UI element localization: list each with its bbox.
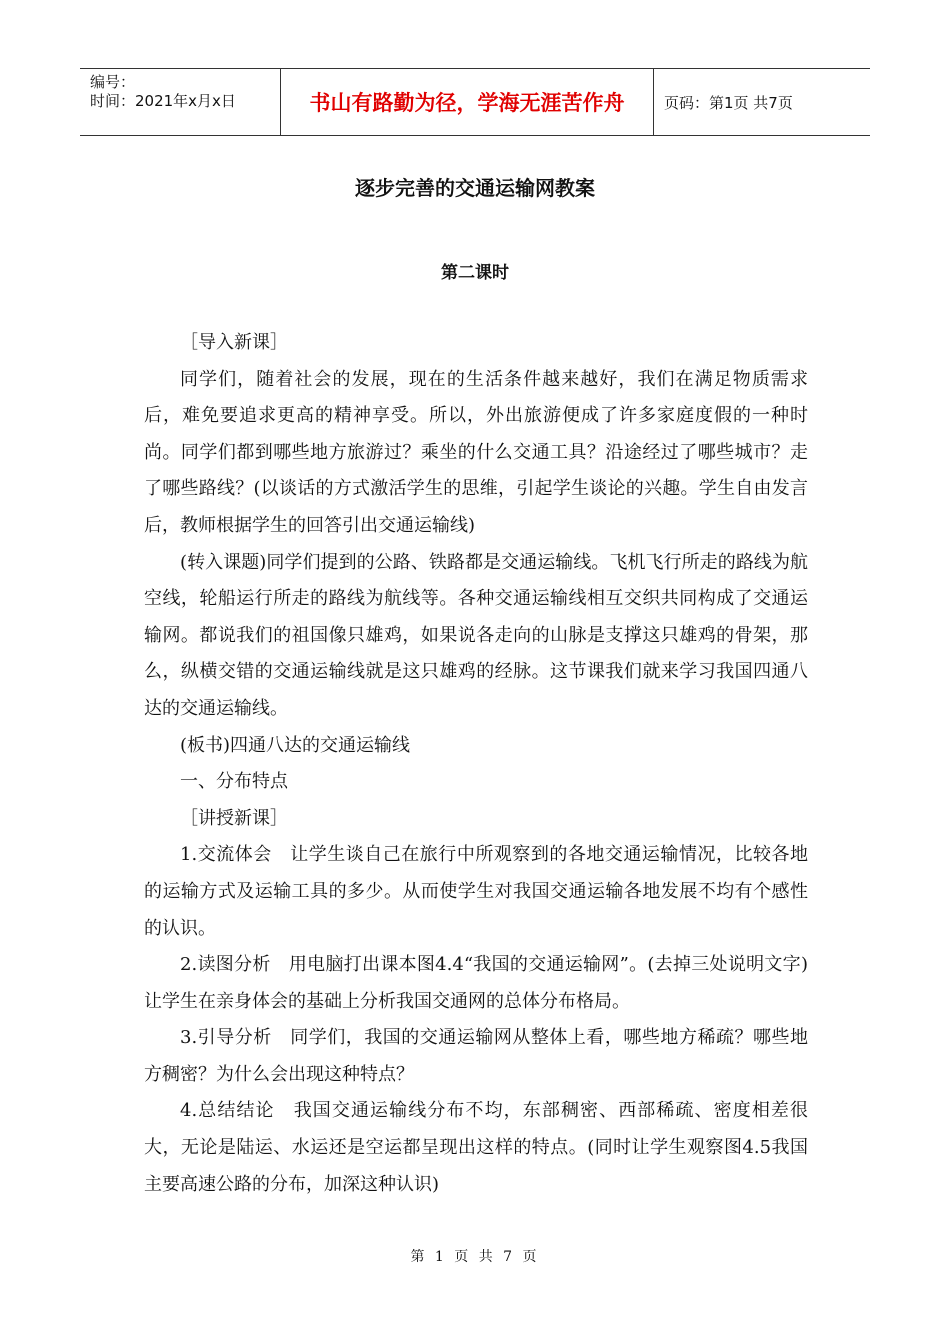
- paragraph: (板书)四通八达的交通运输线: [180, 734, 411, 756]
- paragraph: 一、分布特点: [180, 771, 288, 793]
- paragraph: 1.交流体会 让学生谈自己在旅行中所观察到的各地交通运输情况，比较各地的运输方式及运输工具的多少。从而使学生对我国交通运输各地发展不均有个感性的认识。: [144, 844, 808, 939]
- header-motto: 书山有路勤为径，学海无涯苦作舟: [281, 69, 654, 135]
- document-title: 逐步完善的交通运输网教案: [355, 176, 595, 200]
- document-header: [80, 68, 870, 136]
- paragraph: 3.引导分析 同学们，我国的交通运输网从整体上看，哪些地方稀疏？哪些地方稠密？为什么会出现这种特点？: [144, 1027, 808, 1085]
- header-meta: [80, 69, 281, 135]
- paragraph: 同学们，随着社会的发展，现在的生活条件越来越好，我们在满足物质需求后，难免要追求更高的精神享受。所以，外出旅游便成了许多家庭度假的一种时尚。同学们都到哪些地方旅游过？乘坐的什么交通工具？沿途经过了哪些城市？走了哪些路线？(以谈话的方式激活学生的思维，引起学生谈论的兴趣。学生自由发言后，教师根据学生的回答引出交通运输线): [144, 368, 808, 536]
- paragraph: ［讲授新课］: [180, 807, 288, 829]
- paragraph: ［导入新课］: [180, 332, 288, 353]
- page-footer: 第 1 页 共 7 页: [410, 1249, 540, 1265]
- header-page-info: 页码：第1页 共7页: [664, 93, 793, 112]
- paragraph: 4.总结结论 我国交通运输线分布不均，东部稠密、西部稀疏、密度相差很大，无论是陆运、水运还是空运都呈现出这样的特点。(同时让学生观察图4.5我国主要高速公路的分布，加深这种认识): [144, 1100, 808, 1195]
- document-time-label: 时间：2021年x月x日: [90, 92, 236, 110]
- document-number-label: 编号：: [90, 73, 136, 91]
- document-subtitle: 第二课时: [441, 263, 509, 283]
- paragraph: (转入课题)同学们提到的公路、铁路都是交通运输线。飞机飞行所走的路线为航空线，轮船运行所走的路线为航线等。各种交通运输线相互交织共同构成了交通运输网。都说我们的祖国像只雄鸡，如果说各走向的山脉是支撑这只雄鸡的骨架，那么，纵横交错的交通运输线就是这只雄鸡的经脉。这节课我们就来学习我国四通八达的交通运输线。: [144, 551, 808, 719]
- document-body: [144, 325, 808, 1203]
- paragraph: 2.读图分析 用电脑打出课本图4.4“我国的交通运输网”。(去掉三处说明文字)让学生在亲身体会的基础上分析我国交通网的总体分布格局。: [144, 954, 808, 1012]
